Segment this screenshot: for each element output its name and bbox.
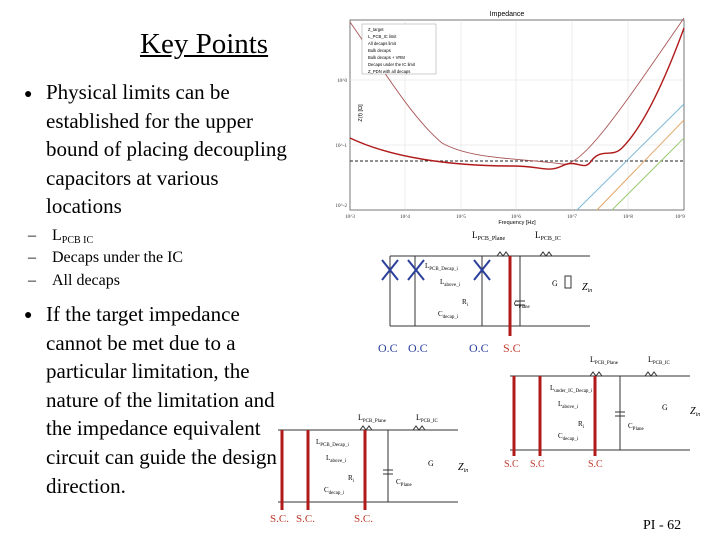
sc-label: S.C [588,459,603,470]
legend-item: Decaps under the IC limit [368,62,416,67]
sub-item-1-main: L [52,227,62,244]
sc-wire [282,430,365,510]
legend-item: All decaps limit [368,41,396,46]
sc-label: S.C [530,459,545,470]
slide-title: Key Points [140,28,269,60]
legend-item: Bulk decaps + VRM [368,55,405,60]
legend-item: Bulk decaps [368,48,391,53]
bullet-2-text: If the target impedance cannot be met due to a particular limitation, the nature of the limitation and the impedance equivalent circuit can guide the design direction. [46,302,277,498]
top-cdecap-label: $C_{decap\_i}$ [438,310,459,320]
bullet-dot: ● [24,87,33,102]
bot-lpcb-plane-label: $L_{PCB\_Plane}$ [358,413,386,424]
legend-item: Z_target [368,27,384,32]
oc-label: O.C [469,341,489,354]
mid-zin-label: $Z_{in}$ [690,406,701,418]
bot-lpcb-ic-label: $L_{PCB\_IC}$ [416,413,438,424]
page-number: PI - 62 [643,518,682,533]
bot-labove-label: $L_{above\_i}$ [326,454,347,464]
sc-label: S.C. [354,513,373,525]
x-tick: 10^5 [456,215,466,220]
mid-labove-label: $L_{above\_i}$ [558,400,579,410]
legend-item: Z_PDN with all decaps [368,69,411,74]
mid-lpcb-ic-label: $L_{PCB\_IC}$ [648,355,670,366]
mid-lunder-label: $L_{under\_IC\_Decap\_i}$ [550,384,593,394]
sc-label: S.C [503,341,521,354]
mid-r-label: $R_i$ [578,420,585,430]
top-lpcb-plane-label: $L_{PCB\_Plane}$ [472,230,506,242]
circuit-top [370,226,610,354]
sc-wire [514,376,595,456]
bot-zin-label: $Z_{in}$ [458,462,469,474]
plot-legend [362,24,436,74]
top-lpcb-ic-label: $L_{PCB\_IC}$ [535,230,561,242]
legend-item: L_PCB_IC limit [368,34,397,39]
x-tick: 10^8 [623,215,633,220]
y-axis-label: Z(f) [Ω] [358,104,364,122]
sc-label: S.C [504,459,519,470]
sc-label: S.C. [270,513,289,525]
bot-r-label: $R_i$ [348,474,355,484]
mid-cdecap-label: $C_{decap\_i}$ [558,432,579,442]
bot-g-label: G [428,459,434,468]
mid-cplane-label: $C_{Plane}$ [628,422,644,432]
sub-item-2-main: Decaps under the IC [52,249,184,266]
sub-item-1-sub: PCB IC [61,235,94,246]
top-r-label: $R_i$ [462,298,469,308]
mid-lpcb-plane-label: $L_{PCB\_Plane}$ [590,355,618,366]
oc-label: O.C [408,341,428,354]
x-tick: 10^3 [345,215,355,220]
bullet-dot: ● [24,308,33,323]
top-g-label: G [552,279,558,288]
x-tick: 10^6 [511,215,521,220]
circuit-bottom [268,408,480,528]
sub-item-3: – All decaps [28,272,120,289]
x-tick: 10^9 [675,215,685,220]
circuit-middle [490,350,710,474]
sub-item-2: – Decaps under the IC [28,249,184,266]
x-axis-label: Frequency [Hz] [498,220,536,226]
top-ldecap-label: $L_{PCB\_Decap\_i}$ [425,262,458,272]
y-tick: 10^-1 [335,144,347,149]
top-labove-label: $L_{above\_i}$ [440,278,461,288]
sub-item-1: – $L_{PCB IC}$ [28,227,94,246]
y-tick: 10^-2 [335,204,347,209]
sc-label: S.C. [296,513,315,525]
top-zin-label: $Z_{in}$ [582,282,593,294]
oc-label: O.C [378,341,398,354]
mid-g-label: G [662,403,668,412]
plot-title: Impedance [489,11,525,18]
bot-cplane-label: $C_{Plane}$ [396,478,412,488]
bullet-1-text: Physical limits can be established for the upper bound of placing decoupling capacitors at various locations [46,80,287,219]
bot-cdecap-label: $C_{decap\_i}$ [324,486,345,496]
sub-item-3-main: All decaps [52,272,120,289]
impedance-plot [322,8,694,226]
y-tick: 10^0 [337,79,347,84]
bot-ldecap-label: $L_{PCB\_Decap\_i}$ [316,438,349,448]
top-cplane-label: $C_{Plane}$ [514,300,530,310]
x-tick: 10^7 [567,215,577,220]
x-tick: 10^4 [400,215,410,220]
